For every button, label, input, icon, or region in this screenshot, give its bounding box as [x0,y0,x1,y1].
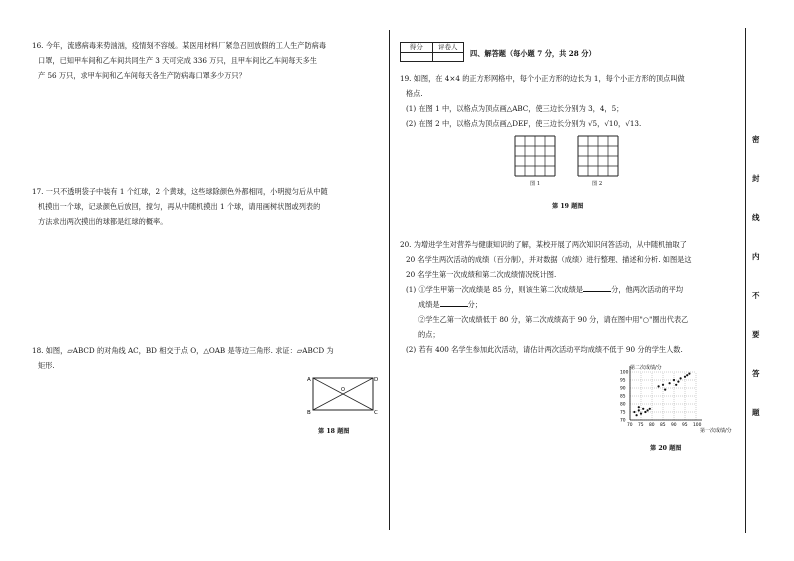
score-box [400,42,464,62]
seal-char: 不 [752,291,760,300]
scatter-chart [612,362,742,440]
grader-label: 评卷人 [432,43,464,53]
q20-part2: (2) 若有 400 名学生参加此次活动，请估计两次活动平均成绩不低于 90 分的学生人数. [406,345,683,354]
q20-line2: 20 名学生两次活动的成绩（百分制），并对数据（成绩）进行整理、描述和分析. 如图是这 [406,255,692,264]
label-o: O [341,387,345,393]
answer-blank-2[interactable] [440,298,468,307]
q17-line1: 17. 一只不透明袋子中装有 1 个红球，2 个黄球，这些球除颜色外都相同，小明搅匀后从中随 [32,187,328,196]
data-point [684,376,686,378]
q17-line2: 机摸出一个球，记录颜色后放回，搅匀，再从中随机摸出 1 个球，请用画树状图或列表的 [38,202,321,211]
q19-caption: 第 19 题图 [552,203,584,210]
column-divider [389,30,390,530]
binding-line [745,28,746,533]
seal-char: 题 [752,408,760,417]
q20-part1b-tail: 分； [467,300,482,309]
seal-char: 答 [752,369,760,378]
fig2-label: 图 2 [592,181,603,187]
q18-figure [306,372,378,418]
label-a: A [307,377,311,383]
y-tick-label: 70 [620,418,626,424]
x-tick-label: 85 [660,423,666,428]
x-tick-label: 75 [638,423,644,428]
q19-part2: (2) 在图 2 中，以格点为顶点画△DEF，使三边长分别为 √5，√10，√13. [406,119,642,128]
label-c: C [374,410,378,416]
data-point [649,408,651,410]
q20-line3: 20 名学生第一次成绩和第二次成绩情况统计图. [406,270,557,279]
q19-part1: (1) 在图 1 中，以格点为顶点画△ABC，使三边长分别为 3，4，5； [406,104,624,113]
data-point [658,385,660,387]
x-tick-label: 70 [627,423,633,428]
seal-char: 内 [752,252,760,261]
data-point [664,389,666,391]
data-point [644,411,646,413]
data-point [669,382,671,384]
q20-caption: 第 20 题图 [650,445,682,452]
q19-line2: 格点. [406,89,423,98]
q20-part1a-text: (1) ①学生甲第一次成绩是 85 分，则该生第二次成绩是 [406,285,584,294]
q20-part1d: 的点； [418,330,440,339]
seal-char: 线 [752,213,760,222]
data-point [640,413,642,415]
x-axis-label: 第一次成绩/分 [700,428,732,434]
section4-title: 四、解答题（每小题 7 分，共 28 分） [470,49,596,58]
q20-part1a-tail: 分，他两次活动的平均 [611,285,684,294]
label-d: D [374,377,378,383]
x-tick-label: 90 [671,423,677,428]
q20-part1c: ②学生乙第一次成绩低于 80 分，第二次成绩高于 90 分，请在图中用"○"圈出代表乙 [418,315,689,324]
q19-line1: 19. 如图，在 4×4 的正方形网格中，每个小正方形的边长为 1，每个小正方形的顶点叫做 [400,74,685,83]
label-b: B [307,410,311,416]
q18-line2: 矩形. [38,361,55,370]
y-tick-label: 95 [620,378,626,384]
q20-part1a [406,282,683,297]
data-point [662,384,664,386]
data-point [642,408,644,410]
q16-line2: 口罩，已知甲车间和乙车间共同生产 3 天可完成 336 万只，且甲车间比乙车间每天多生 [38,56,317,65]
score-label: 得分 [401,43,432,53]
data-point [688,373,690,375]
data-point [677,381,679,383]
q20-line1: 20. 为增进学生对营养与健康知识的了解，某校开展了两次知识问答活动，从中随机抽取了 [400,240,687,249]
data-point [686,374,688,376]
answer-blank-1[interactable] [583,283,611,292]
grid-figure-1 [514,135,556,177]
data-point [680,377,682,379]
grid-figure-2 [577,135,619,177]
data-point [636,414,638,416]
data-point [638,406,640,408]
y-tick-label: 90 [620,386,626,392]
data-point [647,409,649,411]
q20-part1b [418,297,482,312]
y-tick-label: 85 [620,394,626,400]
x-tick-label: 95 [682,423,688,428]
q18-line1: 18. 如图，▱ABCD 的对角线 AC，BD 相交于点 O，△OAB 是等边三角形. 求证：▱ABCD 为 [32,346,334,355]
x-tick-label: 100 [693,423,702,428]
y-tick-label: 80 [620,402,626,408]
data-point [675,384,677,386]
q16-line1: 16. 今年，流感病毒来势汹汹，疫情刻不容缓。某医用材料厂紧急召回放假的工人生产防病毒 [32,41,327,50]
q16-line3: 产 56 万只，求甲车间和乙车间每天各生产防病毒口罩多少万只？ [38,71,246,80]
q20-part1b-text: 成绩是 [418,300,440,309]
fig1-label: 图 1 [530,181,541,187]
seal-char: 密 [752,135,760,144]
q17-line3: 方法求出两次摸出的球都是红球的概率。 [38,217,168,226]
data-point [673,379,675,381]
q18-caption: 第 18 题图 [318,428,350,435]
y-axis-label: 第二次成绩/分 [630,365,662,371]
seal-char: 要 [752,330,760,339]
data-point [633,411,635,413]
data-point [638,409,640,411]
y-tick-label: 75 [620,410,626,416]
seal-char: 封 [752,174,760,183]
y-tick-label: 100 [620,370,629,376]
x-tick-label: 80 [649,423,655,428]
